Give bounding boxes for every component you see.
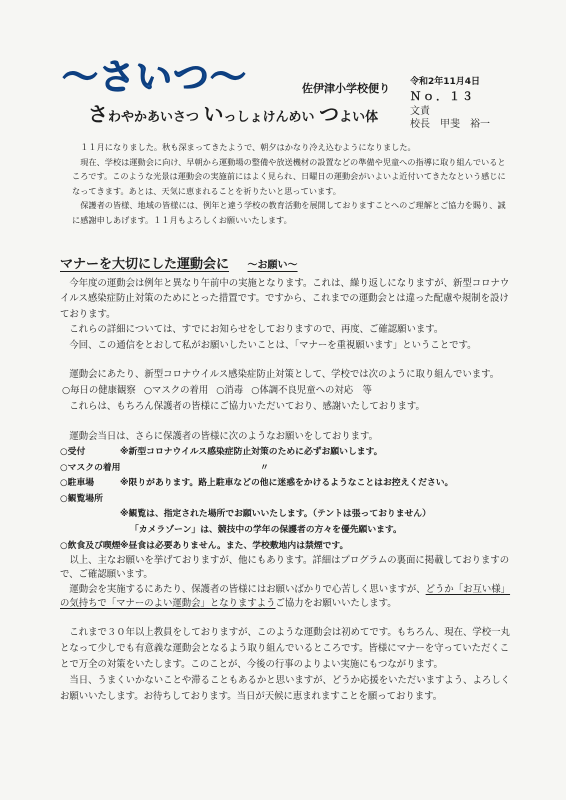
body-paragraph: 今年度の運動会は例年と異なり午前中の実施となります。これは、繰り返しになりますが、新型コロナウイルス感染症防止対策のためにとった措置です。ですから、これまでの運動会とは違った配慮や規制を設けております。 xyxy=(60,278,510,320)
issue-info xyxy=(410,76,522,131)
measure-item: ○毎日の健康観察 xyxy=(62,385,136,397)
greeting-paragraph: 保護者の皆様、地域の皆様には、例年と違う学校の教育活動を展開しておりますことへのご理解とご協力を賜り、誠に感謝申しあげます。１１月もよろしくお願いいたします。 xyxy=(72,200,506,225)
greeting-paragraph: １１月になりました。秋も深まってきたようで、朝夕はかなり冷え込むようになりました。 xyxy=(80,142,416,152)
section-heading xyxy=(60,253,520,272)
article-body xyxy=(60,276,512,705)
newsletter-title-logo: 〜さいつ〜 xyxy=(62,57,248,98)
body-paragraph: 運動会にあたり、新型コロナウイルス感染症防止対策として、学校では次のように取り組んでいます。 xyxy=(69,369,500,381)
issue-date: 令和2年11月4日 xyxy=(410,77,481,87)
author-role: 文責 xyxy=(410,106,430,117)
school-name: 佐伊津小学校便り xyxy=(302,82,390,95)
section-title: マナーを大切にした運動会に xyxy=(60,257,230,272)
measures-list xyxy=(60,383,512,399)
greeting-paragraph: 現在、学校は運動会に向け、早朝から運動場の整備や放送機材の設置などの準備や児童への指導に取り組んでいるところです。このような光景は運動会の実施前にはよく見られ、日曜日の運動会がいよいよ近付いてきたなという感じになってきます。あとは、天気に恵まれることを祈りたいと思っています。 xyxy=(72,156,506,196)
spacer xyxy=(60,415,512,429)
section-subtitle: 〜お願い〜 xyxy=(247,260,298,271)
measure-item: ○マスクの着用 xyxy=(143,385,209,397)
issue-number: Ｎｏ．１３ xyxy=(410,90,475,103)
request-food-smoking: ○飲食及び喫煙 ※昼食は必要ありません。また、学校敷地内は禁煙です。 xyxy=(60,540,349,551)
body-paragraph: これらは、もちろん保護者の皆様にご協力いただいており、感謝いたしております。 xyxy=(69,401,425,413)
request-parking: ○駐車場 ※限りがあります。路上駐車などの他に迷惑をかけるようなことはお控えください。 xyxy=(60,478,454,489)
body-paragraph: 運動会を実施するにあたり、保護者の皆様にはお願いばかりで心苦しく思いますが、どうか「お互い様」の気持ちで「マナーのよい運動会」となりますようご協力をお願いいたします。 xyxy=(60,583,511,609)
spacer xyxy=(60,353,512,367)
body-paragraph: これらの詳細については、すでにお知らせをしておりますので、再度、ご確認願います。 xyxy=(69,324,444,336)
measure-item: ○体調不良児童への対応 等 xyxy=(251,385,372,397)
underlined-request: どうか「お互い様」の気持ちで「マナーのよい運動会」となりますよう xyxy=(60,583,511,609)
principal-name: 校長 甲斐 裕一 xyxy=(410,119,490,130)
spacer xyxy=(60,611,512,625)
body-paragraph: 運動会当日は、さらに保護者の皆様に次のようなお願いをしております。 xyxy=(69,431,379,443)
body-paragraph: 今回、この通信をとおして私がお願いしたいことは、「マナーを重視願います」ということです。 xyxy=(69,339,477,351)
request-reception: ○受付 ※新型コロナウイルス感染症防止対策のために必ずお願いします。 xyxy=(60,447,383,458)
request-viewing-note: ※観覧は、指定された場所でお願いいたします。（テントは張っておりません） xyxy=(120,509,431,520)
request-mask: ○マスクの着用 〃 xyxy=(60,462,269,473)
tagline: さわやかあいさつ いっしょけんめい つよい体 xyxy=(88,102,379,126)
measure-item: ○消毒 xyxy=(216,385,244,397)
closing-paragraph: これまで３０年以上教員をしておりますが、このような運動会は初めてです。もちろん、現在、学校一丸となって少しでも有意義な運動会となるよう取り組んでいるところです。皆様にマナーを守っていただくことで万全の対策をいたします。このことが、今後の行事のよりよい実施にもつながります。 xyxy=(60,627,510,670)
requests-list xyxy=(60,445,512,554)
body-paragraph: 以上、主なお願いを挙げておりますが、他にもあります。詳細はプログラムの裏面に掲載しておりますので、ご確認願います。 xyxy=(60,555,510,581)
request-viewing: ○観覧場所 xyxy=(60,493,103,504)
greeting-section xyxy=(72,140,512,228)
closing-paragraph: 当日、うまくいかないことや滞ることもあるかと思いますが、どうか応援をいただいますよう、よろしくお願いいたします。お待ちしております。当日が天候に恵まれますことを願っております。 xyxy=(60,675,511,702)
request-camera-zone-note: 「カメラゾーン」は、競技中の学年の保護者の方々を優先願います。 xyxy=(130,525,402,535)
